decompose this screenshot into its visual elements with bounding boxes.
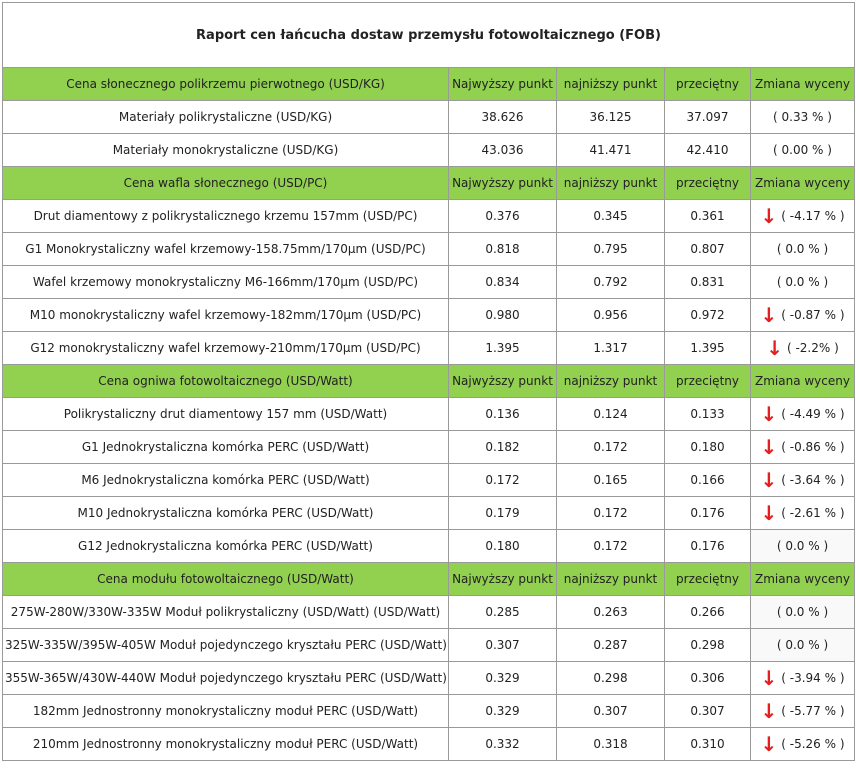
low-value: 0.318 xyxy=(557,728,665,761)
header-average: przeciętny xyxy=(665,167,751,200)
change-cell xyxy=(751,134,855,167)
table-row xyxy=(3,233,855,266)
product-name: M10 monokrystaliczny wafel krzemowy-182mm/170μm (USD/PC) xyxy=(3,299,449,332)
change-wrapper xyxy=(760,437,844,457)
average-value: 0.180 xyxy=(665,431,751,464)
change-wrapper xyxy=(760,734,844,754)
header-change: Zmiana wyceny xyxy=(751,563,855,596)
low-value: 0.298 xyxy=(557,662,665,695)
average-value: 0.176 xyxy=(665,497,751,530)
low-value: 0.345 xyxy=(557,200,665,233)
average-value: 0.266 xyxy=(665,596,751,629)
low-value: 0.165 xyxy=(557,464,665,497)
table-row xyxy=(3,530,855,563)
change-cell xyxy=(751,332,855,365)
report-title: Raport cen łańcucha dostaw przemysłu fotowoltaicznego (FOB) xyxy=(3,3,855,68)
average-value: 0.133 xyxy=(665,398,751,431)
change-cell xyxy=(751,101,855,134)
header-high: Najwyższy punkt xyxy=(449,68,557,101)
average-value: 0.807 xyxy=(665,233,751,266)
section-header-row xyxy=(3,167,855,200)
high-value: 0.180 xyxy=(449,530,557,563)
product-name: Wafel krzemowy monokrystaliczny M6-166mm/170μm (USD/PC) xyxy=(3,266,449,299)
high-value: 1.395 xyxy=(449,332,557,365)
high-value: 0.329 xyxy=(449,695,557,728)
average-value: 0.361 xyxy=(665,200,751,233)
product-name: 182mm Jednostronny monokrystaliczny moduł PERC (USD/Watt) xyxy=(3,695,449,728)
average-value: 0.307 xyxy=(665,695,751,728)
low-value: 36.125 xyxy=(557,101,665,134)
average-value: 0.831 xyxy=(665,266,751,299)
product-name: 275W-280W/330W-335W Moduł polikrystaliczny (USD/Watt) (USD/Watt) xyxy=(3,596,449,629)
change-cell xyxy=(751,200,855,233)
average-value: 37.097 xyxy=(665,101,751,134)
average-value: 0.310 xyxy=(665,728,751,761)
down-arrow-icon: ↓ xyxy=(760,501,778,525)
down-arrow-icon: ↓ xyxy=(760,468,778,492)
high-value: 0.182 xyxy=(449,431,557,464)
down-arrow-icon: ↓ xyxy=(760,666,778,690)
header-low: najniższy punkt xyxy=(557,167,665,200)
table-row xyxy=(3,299,855,332)
change-value: ( -0.86 % ) xyxy=(781,440,845,454)
product-name: G12 monokrystaliczny wafel krzemowy-210mm/170μm (USD/PC) xyxy=(3,332,449,365)
high-value: 38.626 xyxy=(449,101,557,134)
header-average: przeciętny xyxy=(665,365,751,398)
average-value: 0.166 xyxy=(665,464,751,497)
change-cell xyxy=(751,431,855,464)
header-average: przeciętny xyxy=(665,68,751,101)
high-value: 0.980 xyxy=(449,299,557,332)
average-value: 0.298 xyxy=(665,629,751,662)
high-value: 0.179 xyxy=(449,497,557,530)
change-wrapper xyxy=(773,143,832,157)
change-wrapper xyxy=(760,470,844,490)
change-value: ( 0.00 % ) xyxy=(773,143,832,157)
change-cell xyxy=(751,398,855,431)
change-wrapper xyxy=(760,206,844,226)
low-value: 0.124 xyxy=(557,398,665,431)
header-low: najniższy punkt xyxy=(557,365,665,398)
table-row xyxy=(3,398,855,431)
change-wrapper xyxy=(760,404,844,424)
price-table xyxy=(2,2,855,761)
header-change: Zmiana wyceny xyxy=(751,365,855,398)
change-value: ( -2.61 % ) xyxy=(781,506,845,520)
low-value: 0.307 xyxy=(557,695,665,728)
low-value: 1.317 xyxy=(557,332,665,365)
change-cell xyxy=(751,299,855,332)
high-value: 43.036 xyxy=(449,134,557,167)
average-value: 0.972 xyxy=(665,299,751,332)
change-value: ( 0.33 % ) xyxy=(773,110,832,124)
header-high: Najwyższy punkt xyxy=(449,563,557,596)
header-high: Najwyższy punkt xyxy=(449,365,557,398)
change-wrapper xyxy=(777,242,828,256)
table-row xyxy=(3,200,855,233)
down-arrow-icon: ↓ xyxy=(760,204,778,228)
high-value: 0.376 xyxy=(449,200,557,233)
change-value: ( -2.2% ) xyxy=(786,341,839,355)
table-row xyxy=(3,695,855,728)
header-low: najniższy punkt xyxy=(557,563,665,596)
header-change: Zmiana wyceny xyxy=(751,68,855,101)
down-arrow-icon: ↓ xyxy=(760,435,778,459)
low-value: 41.471 xyxy=(557,134,665,167)
change-value: ( 0.0 % ) xyxy=(776,605,829,619)
change-wrapper xyxy=(760,305,844,325)
change-wrapper xyxy=(766,338,839,358)
average-value: 42.410 xyxy=(665,134,751,167)
product-name: G1 Monokrystaliczny wafel krzemowy-158.75mm/170μm (USD/PC) xyxy=(3,233,449,266)
table-row xyxy=(3,332,855,365)
low-value: 0.172 xyxy=(557,530,665,563)
change-cell xyxy=(751,596,855,629)
change-wrapper xyxy=(777,605,828,619)
high-value: 0.307 xyxy=(449,629,557,662)
high-value: 0.136 xyxy=(449,398,557,431)
section-title: Cena wafla słonecznego (USD/PC) xyxy=(3,167,449,200)
section-header-row xyxy=(3,68,855,101)
change-value: ( 0.0 % ) xyxy=(776,638,829,652)
change-value: ( -3.94 % ) xyxy=(781,671,845,685)
high-value: 0.332 xyxy=(449,728,557,761)
change-wrapper xyxy=(777,539,828,553)
header-change: Zmiana wyceny xyxy=(751,167,855,200)
change-wrapper xyxy=(773,110,832,124)
change-cell xyxy=(751,266,855,299)
change-value: ( 0.0 % ) xyxy=(776,539,829,553)
table-row xyxy=(3,728,855,761)
product-name: G1 Jednokrystaliczna komórka PERC (USD/Watt) xyxy=(3,431,449,464)
price-report xyxy=(2,2,854,768)
product-name: 325W-335W/395W-405W Moduł pojedynczego kryształu PERC (USD/Watt) xyxy=(3,629,449,662)
product-name: Drut diamentowy z polikrystalicznego krzemu 157mm (USD/PC) xyxy=(3,200,449,233)
change-cell xyxy=(751,662,855,695)
table-row xyxy=(3,134,855,167)
product-name: M6 Jednokrystaliczna komórka PERC (USD/Watt) xyxy=(3,464,449,497)
header-low: najniższy punkt xyxy=(557,68,665,101)
table-row xyxy=(3,101,855,134)
change-value: ( -4.17 % ) xyxy=(781,209,845,223)
product-name: G12 Jednokrystaliczna komórka PERC (USD/Watt) xyxy=(3,530,449,563)
change-value: ( -5.26 % ) xyxy=(781,737,845,751)
change-wrapper xyxy=(760,701,844,721)
change-value: ( 0.0 % ) xyxy=(776,275,829,289)
average-value: 0.306 xyxy=(665,662,751,695)
down-arrow-icon: ↓ xyxy=(760,402,778,426)
high-value: 0.818 xyxy=(449,233,557,266)
average-value: 1.395 xyxy=(665,332,751,365)
change-wrapper xyxy=(760,668,844,688)
product-name: Materiały polikrystaliczne (USD/KG) xyxy=(3,101,449,134)
table-row xyxy=(3,497,855,530)
average-value: 0.176 xyxy=(665,530,751,563)
section-header-row xyxy=(3,563,855,596)
change-wrapper xyxy=(760,503,844,523)
change-value: ( 0.0 % ) xyxy=(776,242,829,256)
change-cell xyxy=(751,464,855,497)
header-high: Najwyższy punkt xyxy=(449,167,557,200)
low-value: 0.795 xyxy=(557,233,665,266)
product-name: Materiały monokrystaliczne (USD/KG) xyxy=(3,134,449,167)
down-arrow-icon: ↓ xyxy=(760,699,778,723)
low-value: 0.172 xyxy=(557,497,665,530)
header-average: przeciętny xyxy=(665,563,751,596)
change-cell xyxy=(751,629,855,662)
product-name: 355W-365W/430W-440W Moduł pojedynczego kryształu PERC (USD/Watt) xyxy=(3,662,449,695)
low-value: 0.172 xyxy=(557,431,665,464)
table-row xyxy=(3,431,855,464)
change-cell xyxy=(751,728,855,761)
product-name: M10 Jednokrystaliczna komórka PERC (USD/Watt) xyxy=(3,497,449,530)
change-value: ( -3.64 % ) xyxy=(781,473,845,487)
section-title: Cena słonecznego polikrzemu pierwotnego (USD/KG) xyxy=(3,68,449,101)
table-row xyxy=(3,662,855,695)
high-value: 0.285 xyxy=(449,596,557,629)
change-value: ( -5.77 % ) xyxy=(781,704,845,718)
low-value: 0.263 xyxy=(557,596,665,629)
product-name: 210mm Jednostronny monokrystaliczny moduł PERC (USD/Watt) xyxy=(3,728,449,761)
low-value: 0.287 xyxy=(557,629,665,662)
change-cell xyxy=(751,530,855,563)
high-value: 0.329 xyxy=(449,662,557,695)
down-arrow-icon: ↓ xyxy=(766,336,783,360)
table-row xyxy=(3,266,855,299)
change-wrapper xyxy=(777,275,828,289)
section-title: Cena ogniwa fotowoltaicznego (USD/Watt) xyxy=(3,365,449,398)
section-title: Cena modułu fotowoltaicznego (USD/Watt) xyxy=(3,563,449,596)
table-row xyxy=(3,629,855,662)
low-value: 0.956 xyxy=(557,299,665,332)
change-wrapper xyxy=(777,638,828,652)
product-name: Polikrystaliczny drut diamentowy 157 mm (USD/Watt) xyxy=(3,398,449,431)
high-value: 0.834 xyxy=(449,266,557,299)
change-cell xyxy=(751,233,855,266)
table-row xyxy=(3,596,855,629)
change-cell xyxy=(751,695,855,728)
down-arrow-icon: ↓ xyxy=(760,303,778,327)
high-value: 0.172 xyxy=(449,464,557,497)
low-value: 0.792 xyxy=(557,266,665,299)
change-cell xyxy=(751,497,855,530)
table-row xyxy=(3,464,855,497)
change-value: ( -4.49 % ) xyxy=(781,407,845,421)
change-value: ( -0.87 % ) xyxy=(781,308,845,322)
down-arrow-icon: ↓ xyxy=(760,732,778,756)
section-header-row xyxy=(3,365,855,398)
